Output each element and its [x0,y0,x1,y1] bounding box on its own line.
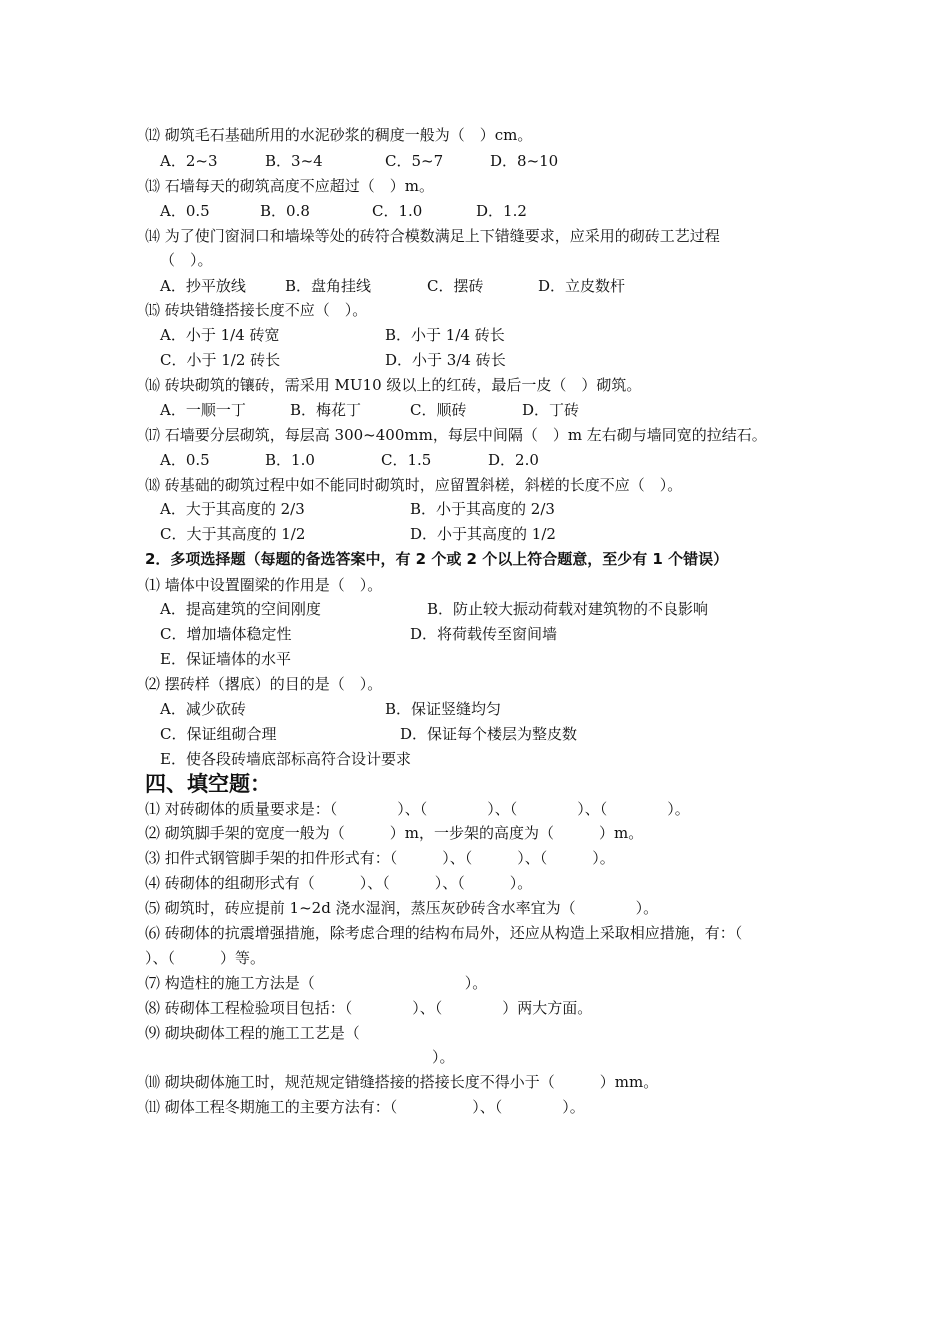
option-c: C．小于 1/2 砖长 [160,351,281,369]
question-17: ⒄ 石墙要分层砌筑，每层高 300~400mm，每层中间隔（ ）m 左右砌与墙同宽的拉结石。 [145,426,767,444]
option-d: D．丁砖 [522,401,580,419]
option-d: D．小于其高度的 1/2 [410,525,556,543]
fill-question-5: ⑸ 砌筑时，砖应提前 1~2d 浇水湿润，蒸压灰砂砖含水率宜为（ ）。 [145,899,659,917]
fill-question-9: ⑼ 砌块砌体工程的施工工艺是（ [145,1024,360,1042]
option-b: B．1.0 [265,451,315,469]
multi-question-1: ⑴ 墙体中设置圈梁的作用是（ ）。 [145,576,383,594]
question-14: ⒁ 为了使门窗洞口和墙垛等处的砖符合模数满足上下错缝要求，应采用的砌砖工艺过程 [145,227,720,245]
fill-question-9-cont: ）。 [222,1048,455,1066]
question-14-cont: （ ）。 [160,251,213,269]
option-c: C．摆砖 [427,277,484,295]
fill-question-4: ⑷ 砖砌体的组砌形式有（ ）、（ ）、（ ）。 [145,874,533,892]
option-b: B．小于其高度的 2/3 [410,500,555,518]
fill-question-10: ⑽ 砌块砌体施工时，规范规定错缝搭接的搭接长度不得小于（ ）mm。 [145,1073,659,1091]
option-a: A．减少砍砖 [160,700,246,718]
option-e: E．保证墙体的水平 [160,650,291,668]
question-13: ⒀ 石墙每天的砌筑高度不应超过（ ）m。 [145,177,434,195]
option-b: B．小于 1/4 砖长 [385,326,505,344]
fill-question-11: ⑾ 砌体工程冬期施工的主要方法有：（ ）、（ ）。 [145,1098,585,1116]
option-b: B．保证竖缝均匀 [385,700,502,718]
question-12: ⑿ 砌筑毛石基础所用的水泥砂浆的稠度一般为（ ）cm。 [145,126,533,144]
option-a: A．抄平放线 [160,277,246,295]
question-15: ⒂ 砖块错缝搭接长度不应（ ）。 [145,301,368,319]
question-16: ⒃ 砖块砌筑的镶砖，需采用 MU10 级以上的红砖，最后一皮（ ）砌筑。 [145,376,642,394]
option-d: D．立皮数杆 [538,277,626,295]
option-c: C．大于其高度的 1/2 [160,525,306,543]
option-d: D．8~10 [490,152,559,170]
option-a: A．一顺一丁 [160,401,246,419]
option-d: D．1.2 [476,202,527,220]
option-a: A．0.5 [160,451,210,469]
option-c: C．5~7 [385,152,444,170]
section-heading-multiple-choice: 2．多项选择题（每题的备选答案中，有 2 个或 2 个以上符合题意，至少有 1 个错误） [145,550,729,568]
question-18: ⒅ 砖基础的砌筑过程中如不能同时砌筑时，应留置斜槎，斜槎的长度不应（ ）。 [145,476,683,494]
fill-question-2: ⑵ 砌筑脚手架的宽度一般为（ ）m，一步架的高度为（ ）m。 [145,824,644,842]
option-d: D．保证每个楼层为整皮数 [400,725,578,743]
option-a: A．0.5 [160,202,210,220]
multi-question-2: ⑵ 摆砖样（撂底）的目的是（ ）。 [145,675,383,693]
option-c: C．顺砖 [410,401,467,419]
option-b: B．0.8 [260,202,310,220]
option-b: B．3~4 [265,152,323,170]
fill-question-8: ⑻ 砖砌体工程检验项目包括：（ ）、（ ）两大方面。 [145,999,593,1017]
option-d: D．将荷载传至窗间墙 [410,625,558,643]
option-d: D．2.0 [488,451,539,469]
option-c: C．保证组砌合理 [160,725,277,743]
fill-question-6-cont: ）、（ ）等。 [145,949,266,967]
fill-question-6: ⑹ 砖砌体的抗震增强措施，除考虑合理的结构布局外，还应从构造上采取相应措施，有：（ [145,924,743,942]
option-b: B．防止较大振动荷载对建筑物的不良影响 [427,600,709,618]
fill-question-7: ⑺ 构造柱的施工方法是（ ）。 [145,974,488,992]
option-a: A．大于其高度的 2/3 [160,500,305,518]
option-e: E．使各段砖墙底部标高符合设计要求 [160,750,411,768]
option-c: C．增加墙体稳定性 [160,625,292,643]
fill-question-1: ⑴ 对砖砌体的质量要求是：（ ）、（ ）、（ ）、（ ）。 [145,800,690,818]
option-a: A．小于 1/4 砖宽 [160,326,280,344]
section-heading-fill-blank: 四、填空题： [145,771,271,796]
option-c: C．1.5 [381,451,432,469]
fill-question-3: ⑶ 扣件式钢管脚手架的扣件形式有：（ ）、（ ）、（ ）。 [145,849,615,867]
option-b: B．盘角挂线 [285,277,372,295]
option-b: B．梅花丁 [290,401,362,419]
option-c: C．1.0 [372,202,423,220]
option-a: A．提高建筑的空间刚度 [160,600,321,618]
option-d: D．小于 3/4 砖长 [385,351,506,369]
option-a: A．2~3 [160,152,218,170]
